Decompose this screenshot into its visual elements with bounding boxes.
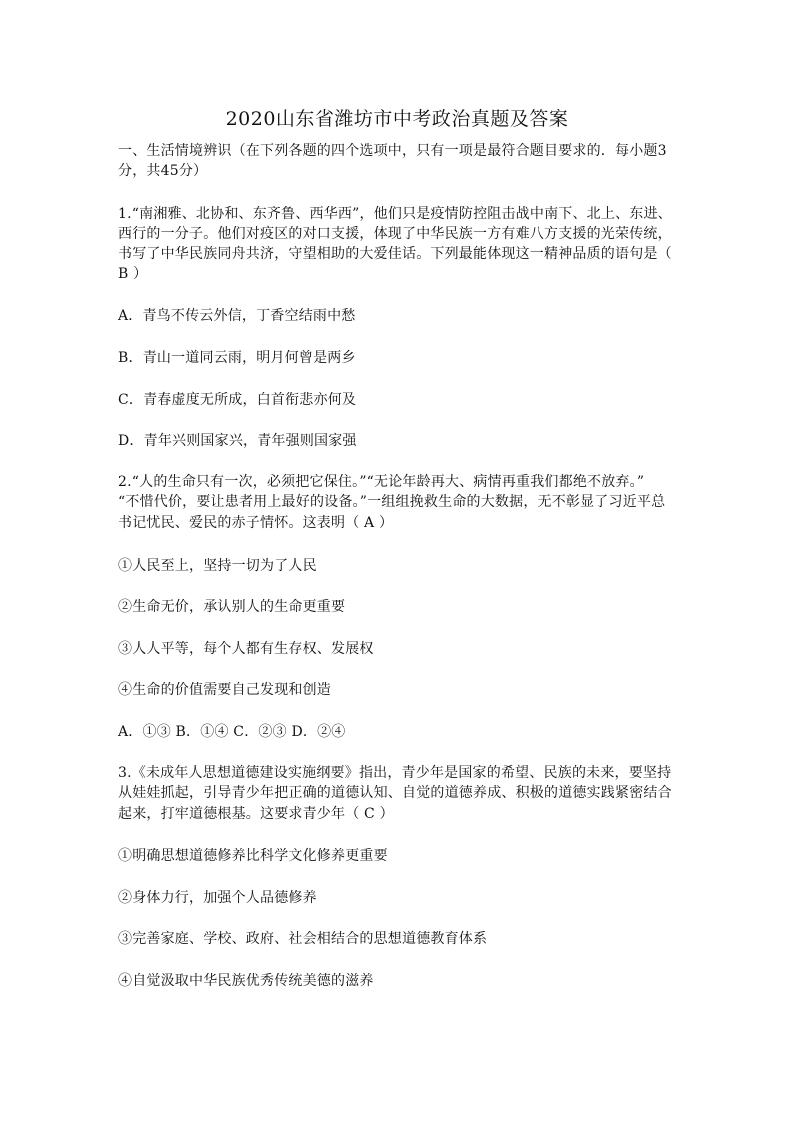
- document-title: 2020山东省潍坊市中考政治真题及答案: [225, 108, 569, 130]
- question-2-statement-4: ④生命的价值需要自己发现和创造: [118, 682, 331, 698]
- question-2-statement-3: ③人人平等，每个人都有生存权、发展权: [118, 641, 374, 657]
- section-heading-line-2: 分，共45分）: [118, 163, 208, 179]
- question-1-answer-line: B ）: [118, 266, 148, 282]
- question-3-stem-line-2: 从娃娃抓起，引导青少年把正确的道德认知、自觉的道德养成、积极的道德实践紧密结合: [118, 785, 672, 801]
- question-2-statement-1: ①人民至上，坚持一切为了人民: [118, 558, 317, 574]
- section-heading-line-1: 一、生活情境辨识（在下列各题的四个选项中，只有一项是最符合题目要求的．每小题3: [118, 143, 667, 159]
- question-3-stem-line-3: 起来，打牢道德根基。这要求青少年（ C ）: [118, 806, 394, 822]
- question-1-option-a: A．青鸟不传云外信，丁香空结雨中愁: [118, 308, 356, 324]
- question-2-stem-line-3: 书记忧民、爱民的赤子情怀。这表明（ A ）: [118, 515, 394, 531]
- question-3-stem-line-1: 3.《未成年人思想道德建设实施纲要》指出，青少年是国家的希望、民族的未来，要坚持: [118, 765, 672, 781]
- question-2-statement-2: ②生命无价，承认别人的生命更重要: [118, 599, 346, 615]
- question-3-statement-3: ③完善家庭、学校、政府、社会相结合的思想道德教育体系: [118, 931, 488, 947]
- question-2-choices: A．①③ B．①④ C．②③ D．②④: [118, 724, 346, 740]
- question-3-statement-4: ④自觉汲取中华民族优秀传统美德的滋养: [118, 973, 374, 989]
- question-1-option-b: B．青山一道同云雨，明月何曾是两乡: [118, 350, 356, 366]
- question-1-option-d: D．青年兴则国家兴，青年强则国家强: [118, 433, 357, 449]
- question-2-stem-line-1: 2.“人的生命只有一次，必须把它保住。”“无论年龄再大、病情再重我们都绝不放弃。”: [118, 474, 645, 490]
- question-1-stem-line-1: 1.“南湘雅、北协和、东齐鲁、西华西”，他们只是疫情防控阻击战中南下、北上、东进、: [118, 206, 672, 222]
- question-3-statement-1: ①明确思想道德修养比科学文化修养更重要: [118, 848, 388, 864]
- question-2-stem-line-2: “不惜代价，要让患者用上最好的设备。”一组组挽救生命的大数据，无不彰显了习近平总: [118, 494, 666, 510]
- question-1-stem-line-3: 书写了中华民族同舟共济，守望相助的大爱佳话。下列最能体现这一精神品质的语句是（: [118, 246, 672, 262]
- question-1-stem-line-2: 西行的一分子。他们对疫区的对口支援，体现了中华民族一方有难八方支援的光荣传统，: [118, 226, 672, 242]
- question-3-statement-2: ②身体力行，加强个人品德修养: [118, 890, 317, 906]
- question-1-option-c: C．青春虚度无所成，白首衔悲亦何及: [118, 392, 357, 408]
